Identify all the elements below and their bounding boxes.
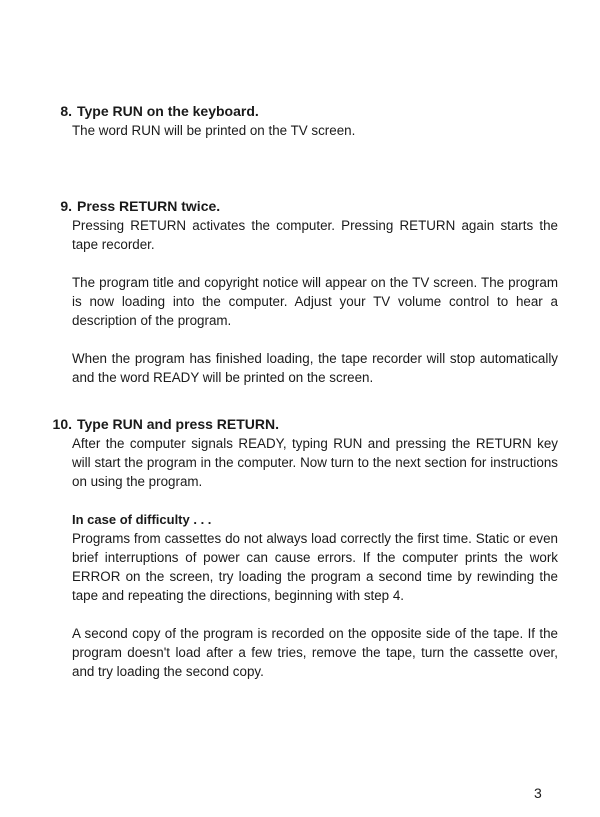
- step-9: [48, 197, 558, 387]
- step-number: 8.: [60, 103, 72, 119]
- paragraph: The word RUN will be printed on the TV screen.: [72, 123, 356, 138]
- step-body: [72, 216, 558, 387]
- step-heading: [48, 102, 558, 121]
- paragraph: The program title and copyright notice will appear on the TV screen. The program is now loading into the computer. Adjust your TV volume control to hear a description of the program.: [72, 275, 558, 328]
- step-10: [48, 415, 558, 681]
- step-body: [72, 121, 558, 140]
- difficulty-heading: In case of difficulty . . .: [72, 512, 212, 527]
- paragraph: Pressing RETURN activates the computer. Pressing RETURN again starts the tape recorder.: [72, 218, 558, 252]
- paragraph: When the program has finished loading, the tape recorder will stop automatically and the word READY will be printed on the screen.: [72, 351, 558, 385]
- step-title: Press RETURN twice.: [77, 198, 221, 214]
- step-heading: [48, 197, 558, 216]
- step-title: Type RUN and press RETURN.: [77, 416, 279, 432]
- step-heading: [48, 415, 558, 434]
- step-body: [72, 434, 558, 681]
- step-8: [48, 102, 558, 140]
- page-number: 3: [534, 785, 542, 801]
- step-number: 9.: [60, 198, 72, 214]
- paragraph: Programs from cassettes do not always load correctly the first time. Static or even brief interruptions of power can cause errors. If the computer prints the work ERROR on the screen, try loading the program a second time by rewinding the tape and repeating the directions, beginning with step 4.: [72, 531, 558, 603]
- paragraph: After the computer signals READY, typing RUN and pressing the RETURN key will start the program in the computer. Now turn to the next section for instructions on using the program.: [72, 436, 558, 489]
- step-title: Type RUN on the keyboard.: [77, 103, 259, 119]
- paragraph: A second copy of the program is recorded on the opposite side of the tape. If the program doesn't load after a few tries, remove the tape, turn the cassette over, and try loading the second copy.: [72, 626, 558, 679]
- step-number: 10.: [52, 416, 72, 432]
